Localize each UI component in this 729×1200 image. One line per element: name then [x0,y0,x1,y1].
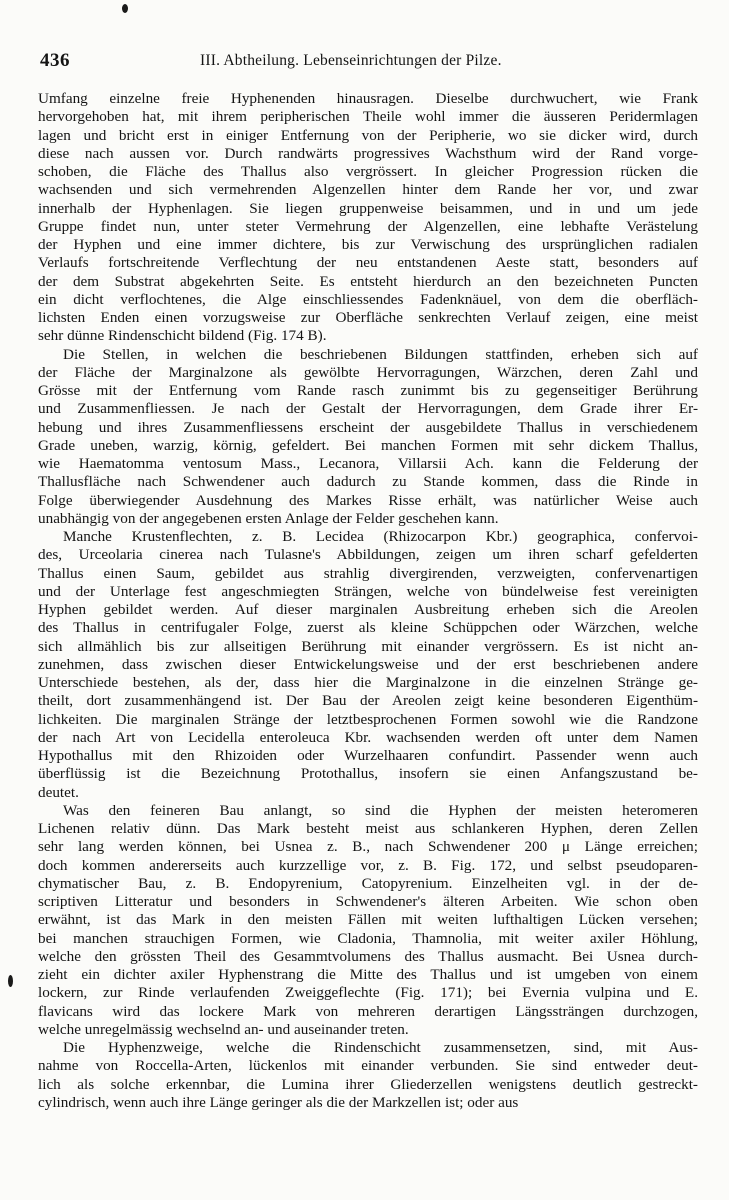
text-line: welche den grössten Theil des Gesammtvolumens des Thallus ausmacht. Bei Usnea durch- [38,947,698,965]
text-line: der dem Substrat abgekehrten Seite. Es entsteht hierdurch an den bezeichneten Puncten [38,272,698,290]
text-line: und Zusammenfliessen. Je nach der Gestalt der Hervorragungen, dem Grade ihrer Er- [38,400,698,418]
text-line: wie Haematomma ventosum Mass., Lecanora, Villarsii Ach. kann die Felderung der [38,455,698,472]
text-line: innerhalb der Hyphenlagen. Sie liegen gruppenweise beisammen, und in und um jede [38,199,698,217]
text-line: Die Hyphenzweige, welche die Rindenschicht zusammensetzen, sind, mit Aus- [63,1039,698,1056]
text-line: und der Unterlage fest angeschmiegten Strängen, welche von bündelweise fest vereinigten [38,582,698,600]
text-line: Was den feineren Bau anlangt, so sind die Hyphen der meisten heteromeren [63,801,698,819]
ink-speck [8,975,13,987]
text-line: Unterschiede bestehen, als der, dass hier die Marginalzone in die einzelnen Stränge ge- [38,674,698,691]
text-line: hebung und ihres Zusammenfliessens erscheint der ausgebildete Thallus in verschiedenem [38,418,698,436]
text-line: chymatischer Bau, z. B. Endopyrenium, Catopyrenium. Einzelheiten vgl. in der de- [38,874,698,892]
text-line: sich allmählich bis zur allseitigen Berührung mit einander vergrössern. Es ist nicht an- [38,637,698,655]
text-line: lockern, zur Rinde verlaufenden Zweiggeflechte (Fig. 171); bei Evernia vulpina und E. [38,984,698,1002]
text-line: Folge überwiegender Ausdehnung des Markes Risse erhält, was natürlicher Weise auch [38,491,698,509]
page-header [40,50,694,74]
text-line: scriptiven Litteratur und besonders in Schwendener's älteren Arbeiten. Wie schon oben [38,893,698,910]
text-line: Thallus einen Saum, gebildet aus strahlig divergirenden, verzweigten, confervenartigen [38,564,698,582]
text-line: Gruppe findet nun, unter steter Vermehrung der Algenzellen, eine lebhafte Verästelung [38,217,698,235]
text-line: der nach Art von Lecidella enteroleuca Kbr. wachsenden werden oft unter dem Namen [38,728,698,746]
text-line: deutet. [38,783,79,801]
text-line: bei manchen strauchigen Formen, wie Cladonia, Thamnolia, mit weiter axiler Höhlung, [38,929,698,947]
text-line: ein dicht verflochtenes, die Alge einschliessendes Fadenknäuel, von dem die oberfläch- [38,290,698,308]
text-line: Manche Krustenflechten, z. B. Lecidea (Rhizocarpon Kbr.) geographica, confervoi- [63,528,698,545]
running-title: III. Abtheilung. Lebenseinrichtungen der Pilze. [200,52,502,69]
text-line: schoben, die Fläche des Thallus also vergrössert. In gleicher Progression rücken die [38,163,698,180]
ink-speck [122,4,128,13]
text-line: des, Urceolaria cinerea nach Tulasne's Abbildungen, zeigen um ihren scharf gefelderten [38,546,698,564]
text-line: wachsenden und sich vermehrenden Algenzellen hinter dem Rande her vor, und zwar [38,181,698,199]
text-line: lich als solche erkennbar, die Lumina ihrer Gliederzellen wenigstens deutlich gestreckt- [38,1075,698,1093]
text-line: cylindrisch, wenn auch ihre Länge geringer als die der Markzellen ist; oder aus [38,1093,519,1111]
body-text [38,90,698,1112]
text-line: Verlaufs fortschreitende Verflechtung der neu entstandenen Aeste statt, besonders auf [38,254,698,272]
text-line: welche unregelmässig wechselnd an- und auseinander treten. [38,1020,409,1038]
text-line: nahme von Roccella-Arten, lückenlos mit einander verbunden. Sie sind entweder deut- [38,1057,698,1075]
text-line: diese nach aussen vor. Durch randwärts progressives Wachsthum wird der Rand vorge- [38,144,698,162]
text-line: lichkeiten. Die marginalen Stränge der letztbesprochenen Formen sowohl wie die Randzone [38,710,698,728]
text-line: der Hyphen und eine immer dichtere, bis zur Verwischung des ursprünglichen radialen [38,236,698,253]
text-line: Hypothallus mit den Rhizoiden oder Wurzelhaaren confundirt. Passender wenn auch [38,747,698,764]
text-line: unabhängig von der angegebenen ersten Anlage der Felder geschehen kann. [38,509,499,527]
page-number: 436 [40,50,70,71]
text-line: zieht ein dichter axiler Hyphenstrang die Mitte des Thallus und ist umgeben von einem [38,966,698,983]
text-line: Grade uneben, warzig, körnig, gefeldert. Bei manchen Formen mit sehr dickem Thallus, [38,436,698,454]
text-line: doch kommen andererseits auch kurzzellige vor, z. B. Fig. 172, und selbst pseudoparen- [38,856,698,874]
text-line: Die Stellen, in welchen die beschriebenen Bildungen stattfinden, erheben sich auf [63,345,698,363]
text-line: hervorgehoben hat, mit ihrem peripherischen Theile wohl immer die äusseren Peridermlagen [38,108,698,126]
text-line: des Thallus in centrifugaler Folge, zuerst als kleine Schüppchen oder Wärzchen, welche [38,619,698,637]
text-line: Hyphen gebildet werden. Auf dieser marginalen Ausbreitung erheben sich die Areolen [38,601,698,618]
text-line: zunehmen, dass zwischen dieser Entwickelungsweise und der erst beschriebenen andere [38,655,698,673]
text-line: sehr lang werden können, bei Usnea z. B., nach Schwendener 200 μ Länge erreichen; [38,838,698,856]
text-line: Grösse mit der Entfernung vom Rande rasch zunimmt bis zu gegenseitiger Berührung [38,382,698,399]
text-line: lagen und bricht erst in einiger Entfernung von der Peripherie, wo sie dicker wird, durch [38,126,698,144]
text-line: Lichenen relativ dünn. Das Mark besteht meist aus schlankeren Hyphen, deren Zellen [38,820,698,837]
text-line: überflüssig ist die Bezeichnung Protothallus, insofern sie einen Anfangszustand be- [38,765,698,783]
text-line: der Fläche der Marginalzone als gewölbte Hervorragungen, Wärzchen, deren Zahl und [38,363,698,381]
text-line: flavicans wird das lockere Mark von mehreren derartigen Längssträngen durchzogen, [38,1002,698,1020]
text-line: lichsten Enden einen vorzugsweise zur Oberfläche senkrechten Verlauf zeigen, eine meist [38,309,698,326]
text-line: Umfang einzelne freie Hyphenenden hinausragen. Dieselbe durchwuchert, wie Frank [38,90,698,107]
text-line: theilt, dort zusammenhängend ist. Der Bau der Areolen zeigt keine besonderen Eigenthüm- [38,692,698,710]
text-line: sehr dünne Rindenschicht bildend (Fig. 174 B). [38,327,327,345]
text-line: erwähnt, ist das Mark in den meisten Fällen mit weiten lufthaltigen Lücken versehen; [38,911,698,929]
text-line: Thallusfläche nach Schwendener auch dadurch zu Stande kommen, dass die Rinde in [38,473,698,491]
